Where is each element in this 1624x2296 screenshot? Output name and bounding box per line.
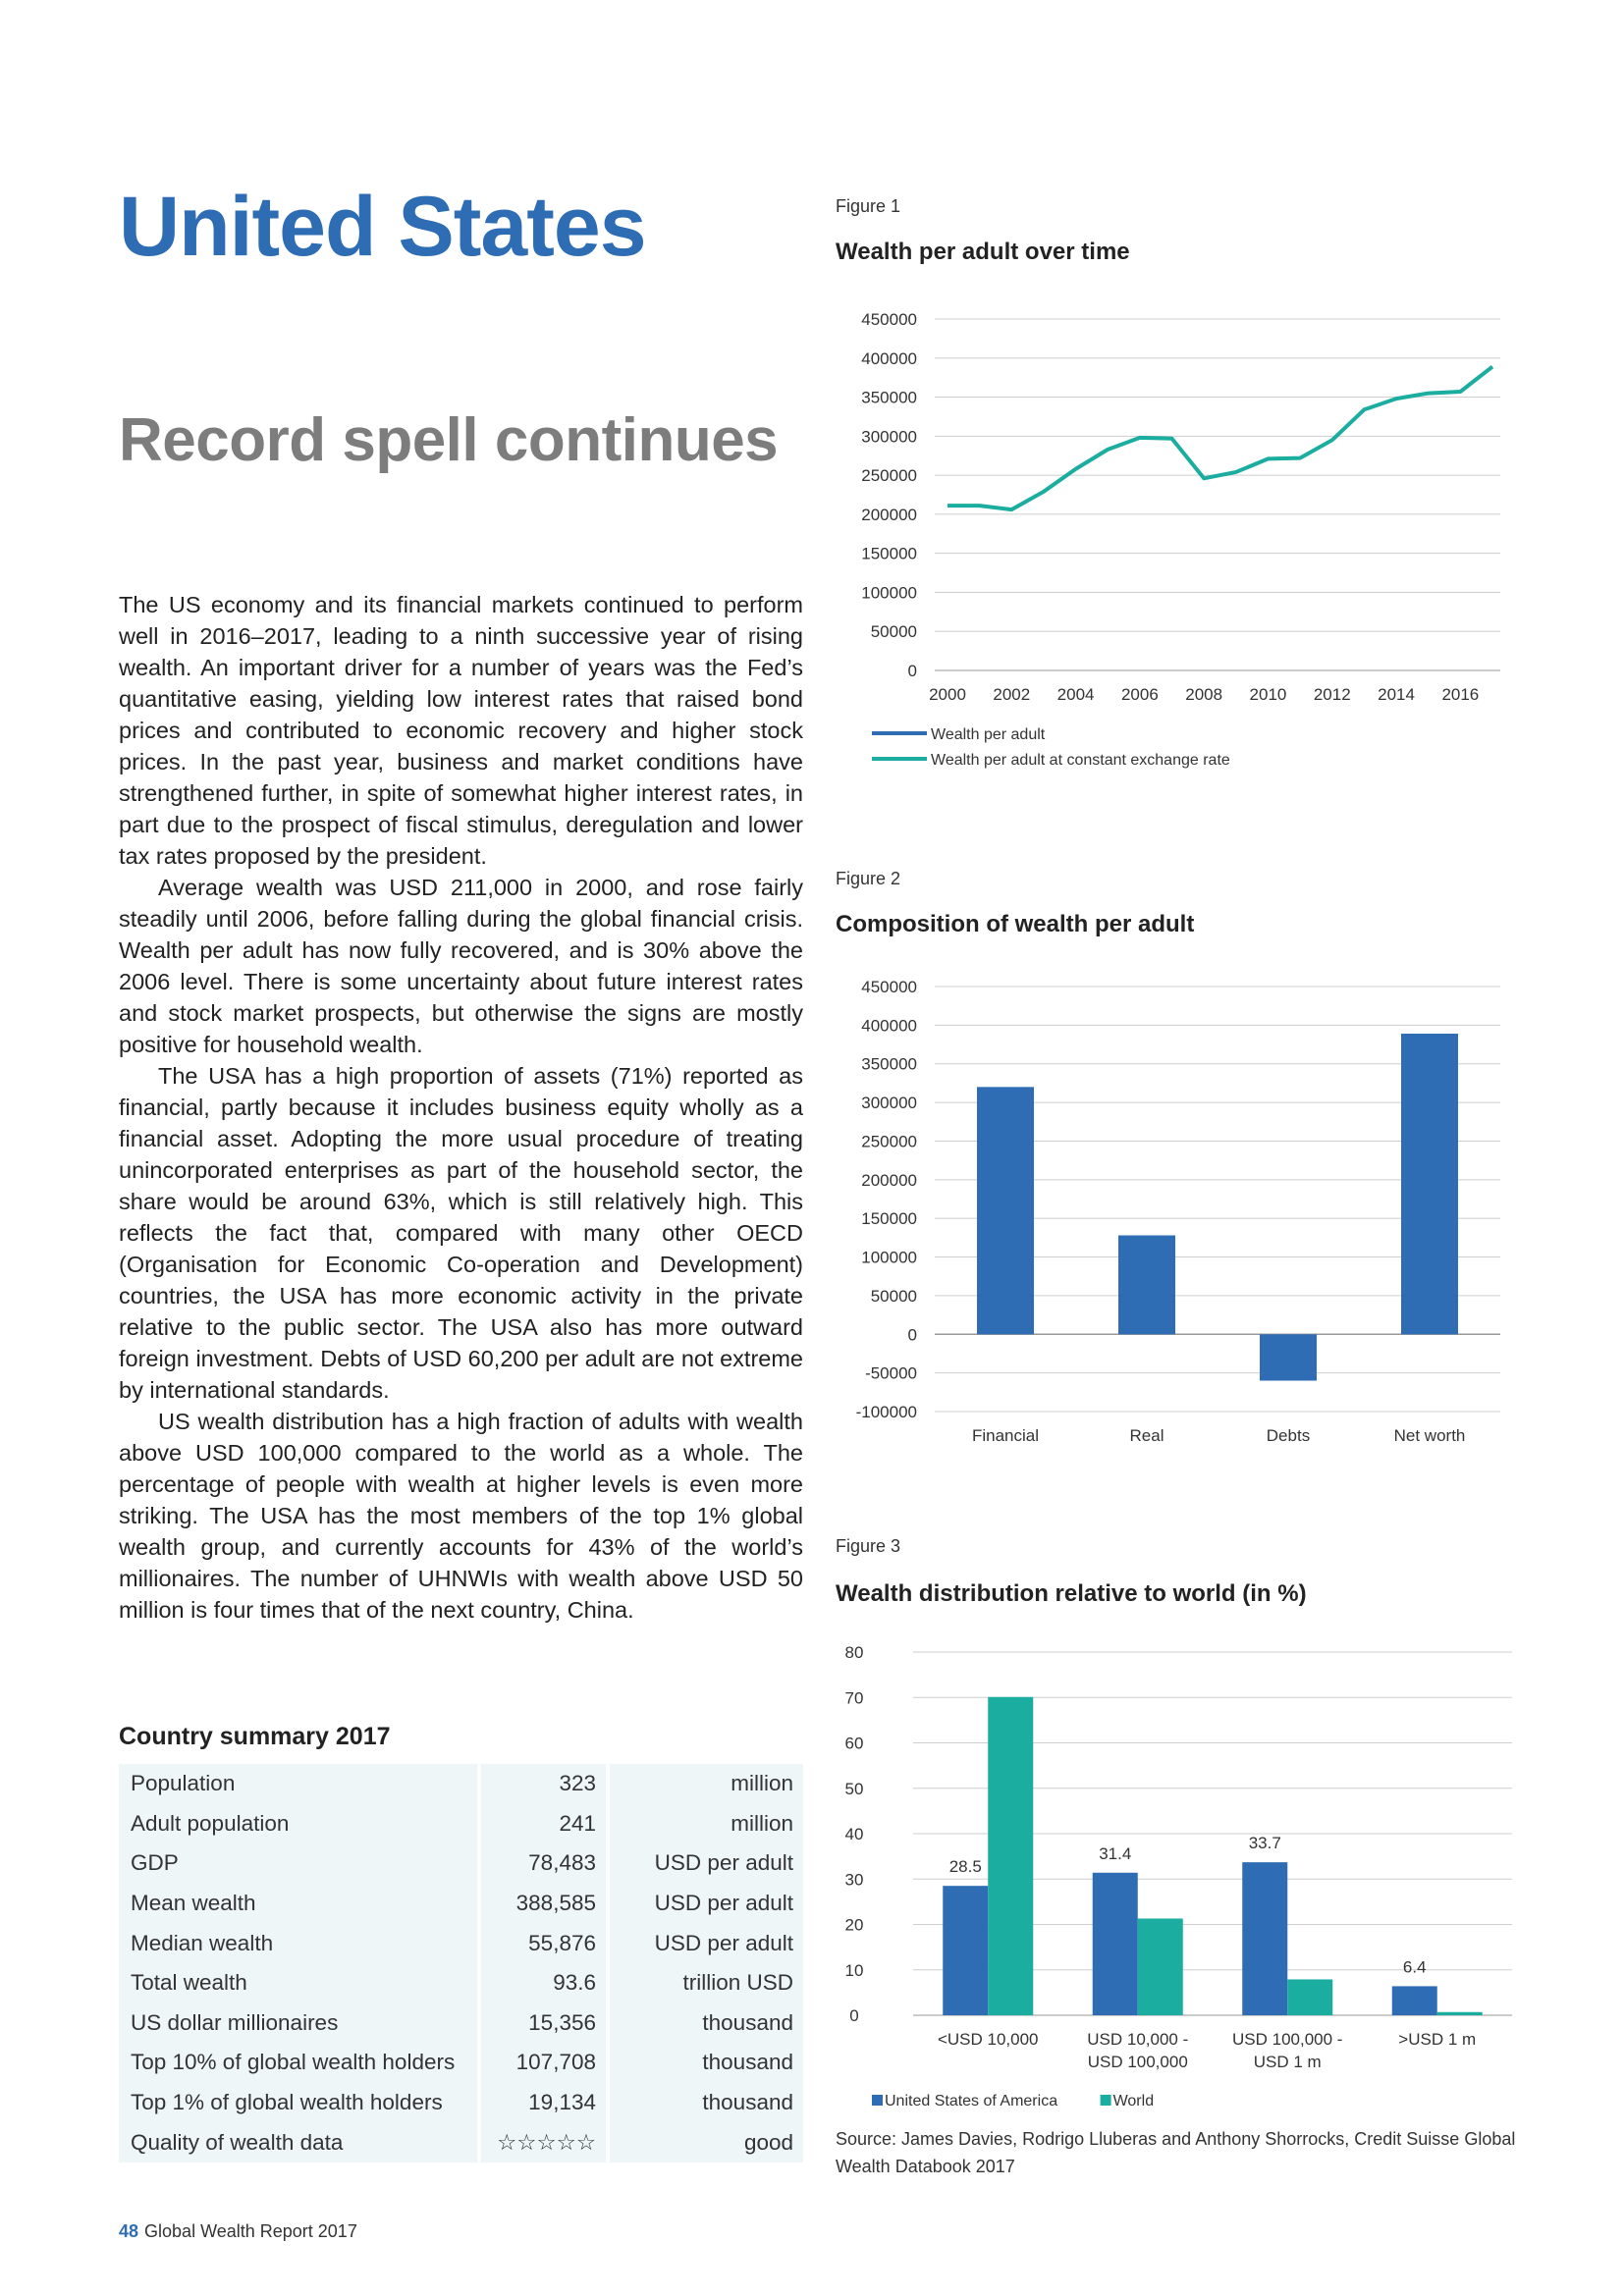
summary-value: 241 [481,1804,606,1844]
bar [1392,1986,1437,2015]
bar [1093,1873,1138,2015]
figure-1-title: Wealth per adult over time [836,239,1130,265]
y-tick-label: 450000 [861,310,917,329]
country-summary-table [119,1764,803,2163]
legend-label: World [1112,2093,1155,2109]
y-tick-label: 250000 [861,1132,917,1151]
bar [988,1697,1033,2015]
bar [1118,1236,1175,1335]
summary-unit: thousand [610,2083,803,2123]
x-tick-label: Real [1129,1426,1164,1445]
figure-3-title: Wealth distribution relative to world (in %) [836,1580,1307,1607]
y-tick-label: 100000 [861,1248,917,1267]
y-tick-label: 0 [907,662,917,680]
bar [977,1087,1034,1334]
y-tick-label: 250000 [861,466,917,486]
y-tick-label: 0 [907,1325,917,1345]
data-label: 33.7 [1248,1834,1281,1853]
x-tick-label: 2000 [929,685,966,704]
x-tick-label: 2012 [1313,685,1351,704]
x-tick-label: 2014 [1378,685,1415,704]
figure-3-label: Figure 3 [836,1536,901,1556]
y-tick-label: 20 [844,1915,864,1935]
x-tick-label: USD 10,000 - [1087,2030,1189,2049]
x-tick-label: Net worth [1393,1426,1466,1445]
bar [943,1886,988,2015]
x-tick-label: 2010 [1249,685,1287,704]
x-tick-label: 2008 [1185,685,1223,704]
x-tick-label: 2004 [1056,685,1095,704]
x-tick-label: USD 1 m [1253,2053,1322,2071]
summary-value: 107,708 [481,2043,606,2083]
data-label: 28.5 [948,1857,982,1877]
report-name: Global Wealth Report 2017 [144,2221,357,2241]
summary-label: Total wealth [119,1963,477,2003]
series-line [947,367,1492,510]
y-tick-label: 350000 [861,1054,917,1074]
y-tick-label: 80 [844,1643,864,1662]
y-tick-label: 400000 [861,348,917,368]
summary-label: Median wealth [119,1923,477,1963]
y-tick-label: 50000 [870,622,917,642]
summary-unit: million [610,1764,803,1804]
summary-unit: USD per adult [610,1923,803,1963]
summary-value: 93.6 [481,1963,606,2003]
summary-row [119,1764,803,1804]
y-tick-label: 300000 [861,427,917,447]
paragraph-3: The USA has a high proportion of assets (71%) reported as financial, partly because it includes business equity wholly as a financial asset. Adopting the more usual procedure of treating unincorporated enterprises as part of the household sector, the share would be around 63%, which is still relatively high. This reflects the fact that, compared with many other OECD (Organisation for Economic Co-operation and Development) countries, the USA has more economic activity in the private relative to the public sector. The USA also has more outward foreign investment. Debts of USD 60,200 per adult are not extreme by international standards. [119,1063,803,1403]
y-tick-label: 150000 [861,1209,917,1229]
figure-2-label: Figure 2 [836,869,901,888]
summary-label: Top 1% of global wealth holders [119,2083,477,2123]
legend-swatch [872,2095,883,2106]
bar [1138,1918,1183,2015]
summary-unit: thousand [610,2003,803,2044]
legend-label: United States of America [885,2093,1058,2109]
page-footer [119,2221,357,2242]
summary-unit: million [610,1804,803,1844]
y-tick-label: 350000 [861,388,917,407]
body-text [119,589,803,1626]
page-number: 48 [119,2221,139,2241]
data-label: 6.4 [1402,1957,1427,1977]
summary-label: Population [119,1764,477,1804]
summary-row [119,2043,803,2083]
summary-label: GDP [119,1843,477,1884]
summary-label: Top 10% of global wealth holders [119,2043,477,2083]
summary-value: 15,356 [481,2003,606,2044]
data-label: 31.4 [1099,1843,1132,1863]
y-tick-label: -100000 [855,1403,917,1421]
paragraph-4: US wealth distribution has a high fraction of adults with wealth above USD 100,000 compared to the world as a whole. The percentage of people with wealth at higher levels is even more striking. The USA has the most members of the top 1% global wealth group, and currently accounts for 43% of the world’s millionaires. The number of UHNWIs with wealth above USD 50 million is four times that of the next country, China. [119,1409,803,1623]
summary-row [119,2083,803,2123]
y-tick-label: -50000 [865,1363,917,1383]
y-tick-label: 60 [844,1734,864,1753]
figure-source-note: Source: James Davies, Rodrigo Lluberas and Anthony Shorrocks, Credit Suisse Global Wealth Databook 2017 [836,2129,1516,2176]
summary-row [119,1923,803,1963]
summary-row [119,1963,803,2003]
y-tick-label: 300000 [861,1094,917,1113]
y-tick-label: 400000 [861,1016,917,1036]
quality-stars: ☆☆☆☆☆ [481,2122,606,2163]
figure-2-chart [825,967,1532,1458]
y-tick-label: 50 [844,1779,864,1798]
summary-label: Quality of wealth data [119,2122,477,2163]
figure-3-chart [825,1634,1532,2125]
figure-1-chart [825,299,1532,780]
paragraph-2: Average wealth was USD 211,000 in 2000, and rose fairly steadily until 2006, before falling during the global financial crisis. Wealth per adult has now fully recovered, and is 30% above the 2006 level. There is some uncertainty about future interest rates and stock market prospects, but otherwise the signs are mostly positive for household wealth. [119,875,803,1057]
x-tick-label: USD 100,000 - [1232,2030,1343,2049]
y-tick-label: 70 [844,1688,864,1708]
bar [1242,1862,1287,2015]
x-tick-label: Financial [971,1426,1040,1445]
x-tick-label: >USD 1 m [1398,2030,1477,2049]
x-tick-label: 2016 [1441,685,1480,704]
summary-row [119,1804,803,1844]
x-tick-label: USD 100,000 [1087,2053,1188,2071]
y-tick-label: 200000 [861,505,917,524]
bar [1437,2012,1483,2015]
y-tick-label: 10 [844,1960,864,1980]
bar [1260,1334,1317,1380]
summary-unit: trillion USD [610,1963,803,2003]
bar [1401,1034,1458,1334]
summary-value: 78,483 [481,1843,606,1884]
summary-unit: thousand [610,2043,803,2083]
summary-row [119,2122,803,2163]
figure-2-title: Composition of wealth per adult [836,911,1195,937]
page-subtitle: Record spell continues [119,406,779,474]
summary-unit: good [610,2122,803,2163]
y-tick-label: 50000 [870,1286,917,1306]
x-tick-label: 2002 [993,685,1031,704]
page-title: United States [119,180,646,274]
summary-value: 323 [481,1764,606,1804]
legend-label: Wealth per adult at constant exchange rate [931,752,1230,769]
summary-value: 19,134 [481,2083,606,2123]
summary-label: Mean wealth [119,1884,477,1924]
summary-value: 388,585 [481,1884,606,1924]
y-tick-label: 40 [844,1825,864,1843]
figure-1-label: Figure 1 [836,196,901,216]
y-tick-label: 150000 [861,544,917,563]
bar [1287,1979,1332,2015]
y-tick-label: 100000 [861,583,917,603]
x-tick-label: 2006 [1120,685,1159,704]
summary-unit: USD per adult [610,1884,803,1924]
summary-value: 55,876 [481,1923,606,1963]
summary-label: Adult population [119,1804,477,1844]
paragraph-1: The US economy and its financial markets continued to perform well in 2016–2017, leading to a ninth successive year of rising wealth. An important driver for a number of years was the Fed’s quantitative easing, yielding low interest rates that raised bond prices and contributed to economic recovery and higher stock prices. In the past year, business and market conditions have strengthened further, in spite of somewhat higher interest rates, in part due to the prospect of fiscal stimulus, deregulation and lower tax rates proposed by the president. [119,592,803,869]
summary-row [119,1843,803,1884]
summary-row [119,2003,803,2044]
y-tick-label: 450000 [861,978,917,996]
summary-unit: USD per adult [610,1843,803,1884]
y-tick-label: 30 [844,1870,864,1890]
country-summary-title: Country summary 2017 [119,1723,391,1750]
x-tick-label: Debts [1266,1426,1311,1445]
legend-swatch [1101,2095,1111,2106]
y-tick-label: 0 [849,2006,859,2025]
summary-row [119,1884,803,1924]
x-tick-label: <USD 10,000 [937,2030,1039,2049]
summary-label: US dollar millionaires [119,2003,477,2044]
y-tick-label: 200000 [861,1170,917,1190]
legend-label: Wealth per adult [931,726,1046,743]
